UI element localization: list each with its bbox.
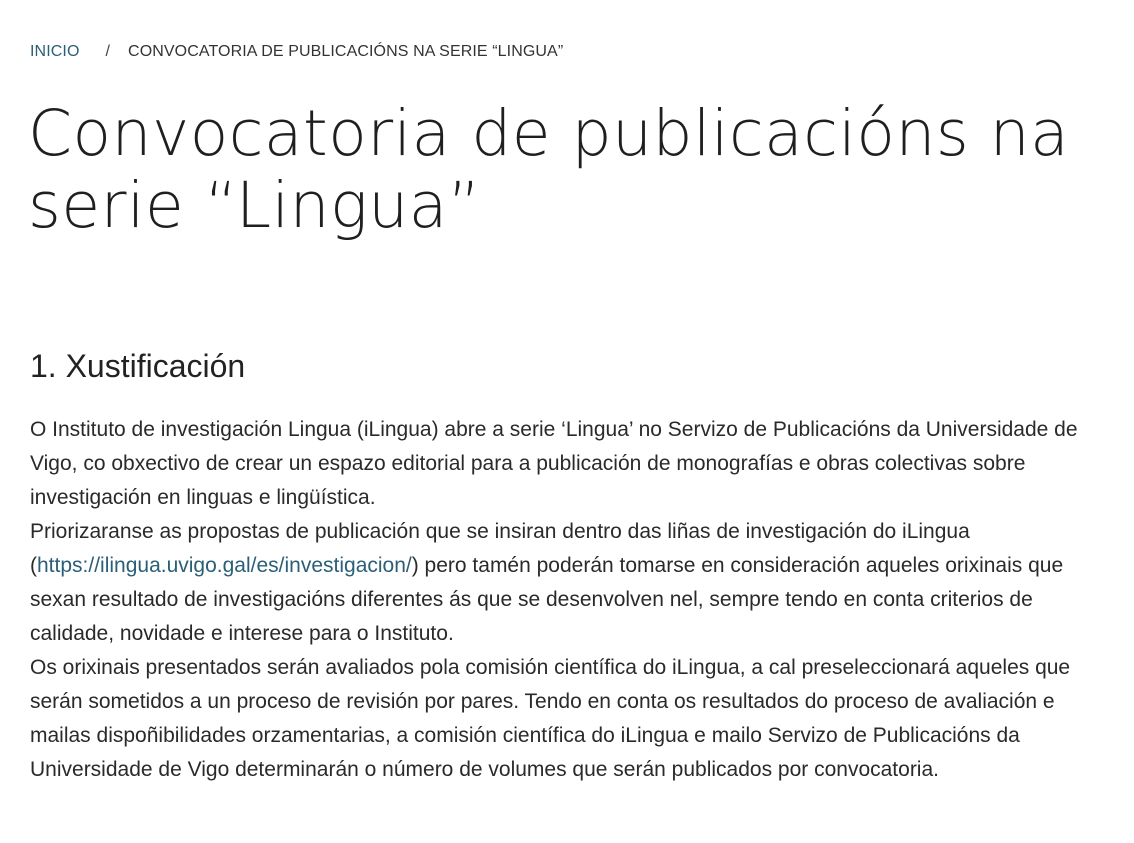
paragraph-2-text-before: Priorizaranse as propostas de publicación que se insiran dentro das liñas de investigación do iLingua ( — [30, 520, 970, 577]
breadcrumb-current: CONVOCATORIA DE PUBLICACIÓNS NA SERIE “LINGUA” — [128, 43, 564, 60]
paragraph-3: Os orixinais presentados serán avaliados pola comisión científica do iLingua, a cal preseleccionará aqueles que serán sometidos a un proceso de revisión por pares. Tendo en conta os resultados do proceso de avaliación e mailas dispoñibilidades orzamentarias, a comisión científica do iLingua e mailo Servizo de Publicacións da Universidade de Vigo determinarán o número de volumes que serán publicados por convocatoria. — [30, 656, 1071, 781]
paragraph-1: O Instituto de investigación Lingua (iLingua) abre a serie ‘Lingua’ no Servizo de Publicacións da Universidade de Vigo, co obxectivo de crear un espazo editorial para a publicación de monografías e obras colectivas sobre investigación en linguas e lingüística. — [30, 418, 1078, 509]
page-title — [28, 98, 1108, 242]
paragraph-2-text-after: ) pero tamén poderán tomarse en consideración aqueles orixinais que sexan resultado de investigacións diferentes ás que se desenvolven nel, sempre tendo en conta criterios de calidade, novidade e interese para o Instituto. — [30, 554, 1064, 645]
breadcrumb — [30, 43, 563, 61]
breadcrumb-separator: / — [105, 43, 111, 60]
section-content — [30, 413, 1115, 787]
investigacion-link[interactable]: https://ilingua.uvigo.gal/es/investigacion/ — [37, 554, 412, 577]
section-heading: 1. Xustificación — [30, 348, 246, 384]
breadcrumb-home-link[interactable]: INICIO — [30, 43, 80, 60]
page-title-line1: Convocatoria de publicacións na — [28, 97, 1070, 170]
page-title-line2: serie “Lingua” — [28, 169, 481, 242]
paragraph-2 — [30, 515, 1115, 651]
